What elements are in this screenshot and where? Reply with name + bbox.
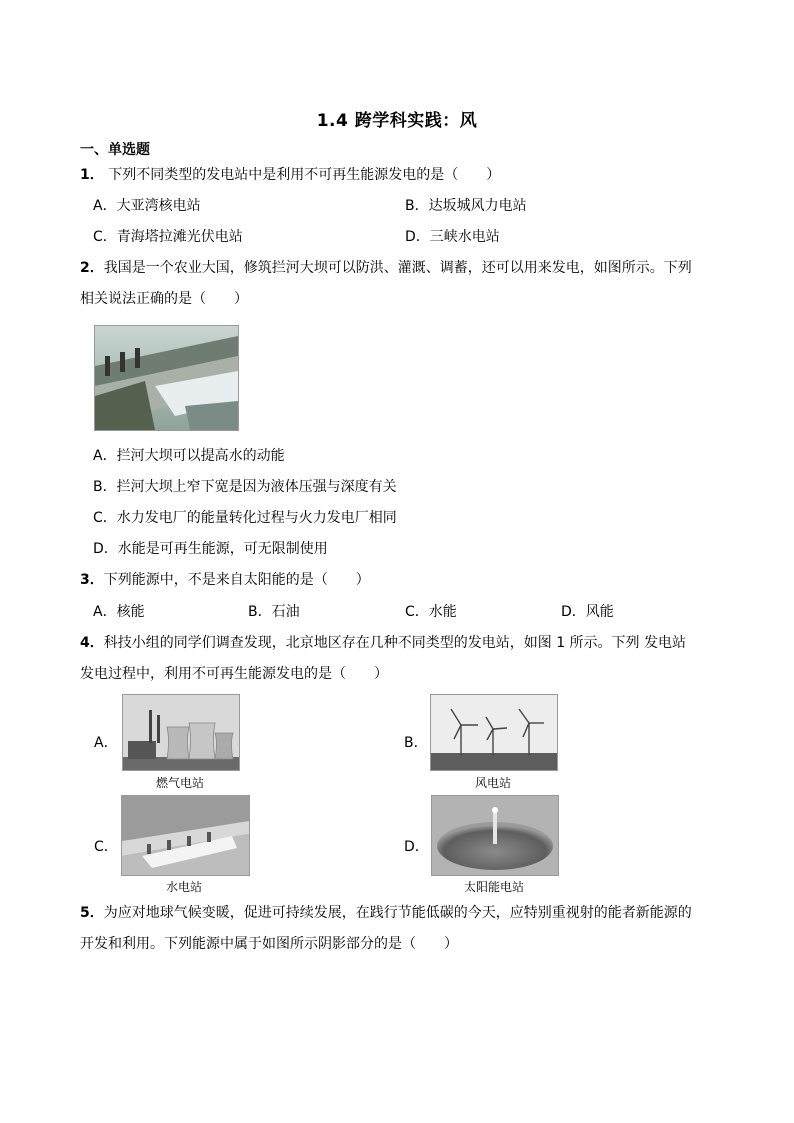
hydro-power-station-photo xyxy=(121,795,250,876)
q3-option-a: A．核能 xyxy=(93,604,145,620)
q4-option-a-letter: A． xyxy=(94,735,118,751)
q2-option-c: C．水力发电厂的能量转化过程与火力发电厂相同 xyxy=(93,510,397,526)
question-stem: 下列能源中，不是来自太阳能的是（ ） xyxy=(103,572,370,588)
question-number: 4． xyxy=(80,635,104,651)
wind-power-station-photo xyxy=(430,694,558,771)
solar-power-station-photo xyxy=(431,795,559,876)
q1-option-b: B．达坂城风力电站 xyxy=(405,198,527,214)
dam-photo xyxy=(94,325,239,431)
question-2 xyxy=(80,259,692,277)
question-stem-line-1: 为应对地球气候变暖，促进可持续发展，在践行节能低碳的今天，应特别重视射的能者新能源的 xyxy=(103,905,692,921)
q1-option-a: A．大亚湾核电站 xyxy=(93,198,201,214)
question-stem-line-1: 科技小组的同学们调查发现，北京地区存在几种不同类型的发电站，如图 1 所示。下列 发电站 xyxy=(103,635,687,651)
q2-option-d: D．水能是可再生能源，可无限制使用 xyxy=(93,541,328,557)
question-3 xyxy=(80,571,370,589)
question-stem: 下列不同类型的发电站中是利用不可再生能源发电的是（ ） xyxy=(108,167,501,183)
question-number: 3． xyxy=(80,572,104,588)
q3-option-b: B．石油 xyxy=(248,604,300,620)
q2-option-b: B．拦河大坝上窄下宽是因为液体压强与深度有关 xyxy=(93,479,397,495)
q4-option-c-letter: C． xyxy=(94,839,118,855)
q1-option-d: D．三峡水电站 xyxy=(405,229,500,245)
q4-caption-b: 风电站 xyxy=(474,776,511,790)
question-stem-line-1: 我国是一个农业大国，修筑拦河大坝可以防洪、灌溉、调蓄，还可以用来发电，如图所示。下列 xyxy=(103,260,692,276)
question-4 xyxy=(80,634,686,652)
q4-caption-a: 燃气电站 xyxy=(155,776,204,790)
question-5-stem-line-2: 开发和利用。下列能源中属于如图所示阴影部分的是（ ） xyxy=(80,936,458,952)
page-title: 1.4 跨学科实践：风 xyxy=(316,111,478,131)
q3-option-d: D．风能 xyxy=(561,604,614,620)
question-number: 2． xyxy=(80,260,104,276)
question-1 xyxy=(80,166,500,184)
question-number: 5． xyxy=(80,905,104,921)
q4-caption-d: 太阳能电站 xyxy=(463,880,524,894)
q2-option-a: A．拦河大坝可以提高水的动能 xyxy=(93,448,285,464)
gas-power-station-photo xyxy=(122,694,240,771)
q3-option-c: C．水能 xyxy=(405,604,457,620)
q4-option-d-letter: D． xyxy=(404,839,429,855)
q1-option-c: C．青海塔拉滩光伏电站 xyxy=(93,229,243,245)
section-heading: 一、单选题 xyxy=(80,142,150,158)
question-4-stem-line-2: 发电过程中，利用不可再生能源发电的是（ ） xyxy=(80,666,388,682)
question-2-stem-line-2: 相关说法正确的是（ ） xyxy=(80,291,248,307)
q4-option-b-letter: B． xyxy=(404,735,428,751)
question-number: 1． xyxy=(80,167,104,183)
question-5 xyxy=(80,904,692,922)
q4-caption-c: 水电站 xyxy=(165,880,202,894)
